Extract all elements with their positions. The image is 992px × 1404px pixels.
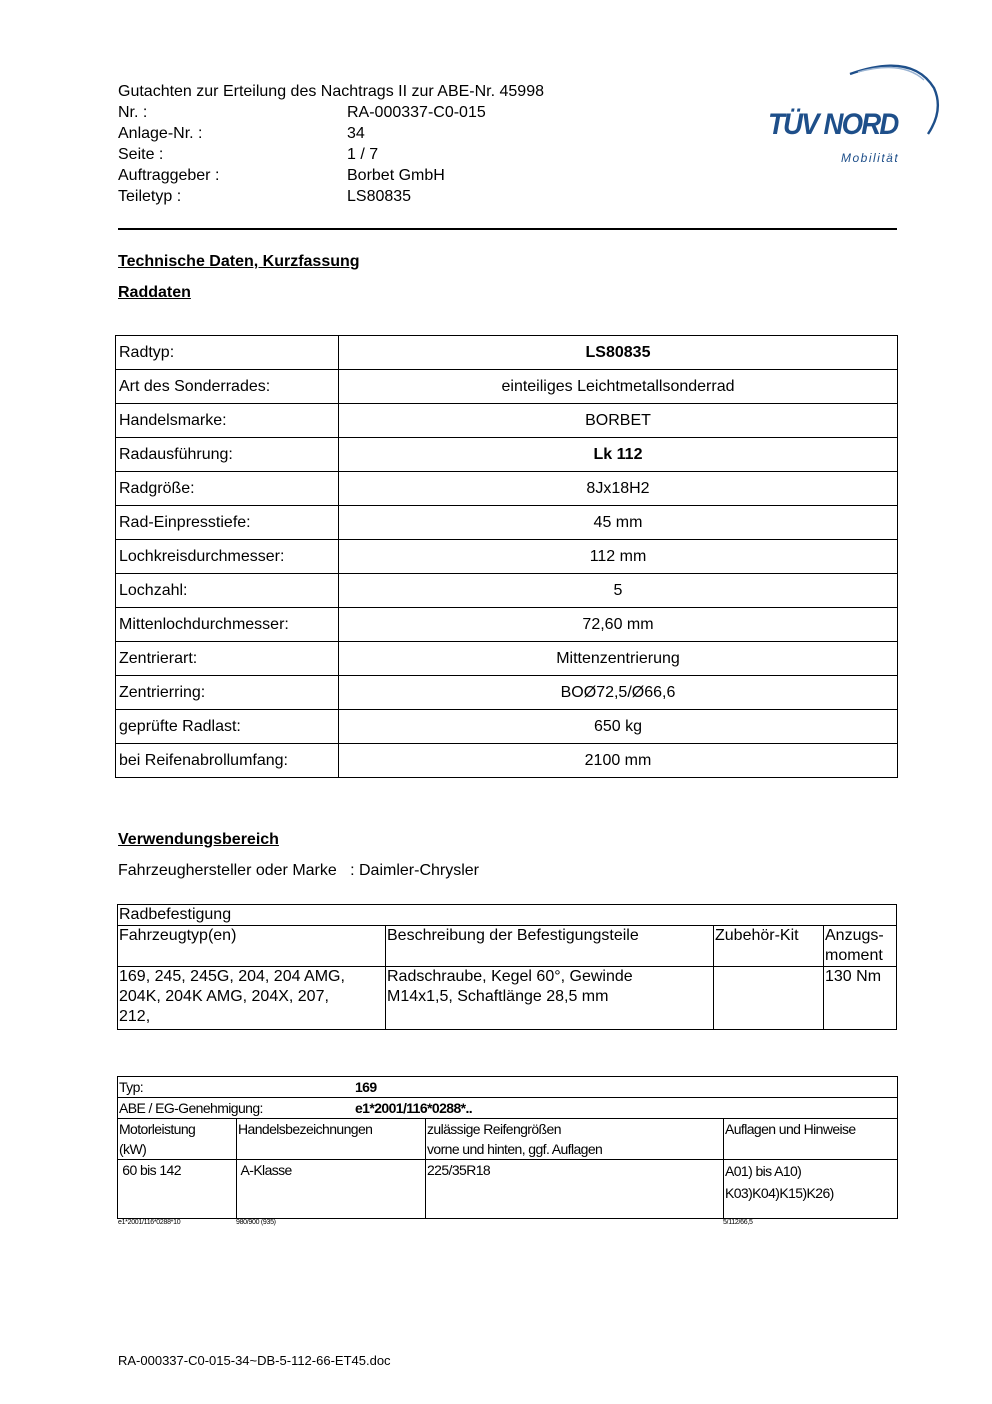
abe-value: e1*2001/116*0288*.. xyxy=(355,1100,473,1116)
footer-filename: RA-000337-C0-015-34~DB-5-112-66-ET45.doc xyxy=(118,1353,391,1368)
abe-label: ABE / EG-Genehmigung: xyxy=(119,1100,263,1116)
typ-table xyxy=(117,1076,898,1219)
raddaten-label: Zentrierart: xyxy=(116,642,339,676)
raddaten-row xyxy=(116,472,898,506)
table-header: Anzugs- moment xyxy=(824,926,897,967)
raddaten-label: Radtyp: xyxy=(116,336,339,370)
raddaten-value: 650 kg xyxy=(339,710,898,744)
table-header: Fahrzeugtyp(en) xyxy=(118,926,386,967)
hersteller-value: : Daimler-Chrysler xyxy=(350,862,480,879)
logo-wordmark: TÜV NORD xyxy=(768,108,898,141)
header-label: Auftraggeber : xyxy=(118,167,220,184)
table-header: Auflagen und Hinweise xyxy=(724,1119,898,1160)
raddaten-row xyxy=(116,676,898,710)
logo-subtitle: Mobilität xyxy=(841,151,900,165)
raddaten-value: 112 mm xyxy=(339,540,898,574)
raddaten-value: Mittenzentrierung xyxy=(339,642,898,676)
raddaten-label: Rad-Einpresstiefe: xyxy=(116,506,339,540)
heading-verwendungsbereich: Verwendungsbereich xyxy=(118,831,279,848)
raddaten-row xyxy=(116,744,898,778)
raddaten-value: 2100 mm xyxy=(339,744,898,778)
header-label: Nr. : xyxy=(118,104,148,121)
raddaten-label: Radausführung: xyxy=(116,438,339,472)
table-header: zulässige Reifengrößen vorne und hinten, ggf. Auflagen xyxy=(426,1119,724,1160)
table-header: Motorleistung (kW) xyxy=(118,1119,237,1160)
raddaten-row xyxy=(116,336,898,370)
raddaten-value: Lk 112 xyxy=(339,438,898,472)
document-header xyxy=(118,81,544,207)
abe-row xyxy=(118,1098,898,1119)
radbefestigung-table xyxy=(117,904,897,1030)
raddaten-label: Zentrierring: xyxy=(116,676,339,710)
raddaten-row xyxy=(116,608,898,642)
raddaten-row xyxy=(116,438,898,472)
header-value: 1 / 7 xyxy=(347,146,379,163)
header-value: LS80835 xyxy=(347,188,412,205)
raddaten-label: Mittenlochdurchmesser: xyxy=(116,608,339,642)
raddaten-row xyxy=(116,506,898,540)
header-row-teiletyp xyxy=(118,186,544,207)
raddaten-row xyxy=(116,574,898,608)
table-cell: 225/35R18 xyxy=(426,1160,724,1219)
raddaten-row xyxy=(116,710,898,744)
header-divider xyxy=(118,228,897,230)
typ-row xyxy=(118,1077,898,1098)
raddaten-row xyxy=(116,540,898,574)
header-value: 34 xyxy=(347,125,365,142)
header-value: Borbet GmbH xyxy=(347,167,445,184)
raddaten-value: BORBET xyxy=(339,404,898,438)
table-cell xyxy=(714,967,824,1030)
header-label: Anlage-Nr. : xyxy=(118,125,203,142)
header-label: Seite : xyxy=(118,146,164,163)
typ-value: 169 xyxy=(355,1079,377,1095)
raddaten-value: 45 mm xyxy=(339,506,898,540)
raddaten-value: BOØ72,5/Ø66,6 xyxy=(339,676,898,710)
table-cell: Radschraube, Kegel 60°, Gewinde M14x1,5, Schaftlänge 28,5 mm xyxy=(386,967,714,1030)
table-cell: 169, 245, 245G, 204, 204 AMG, 204K, 204K AMG, 204X, 207, 212, xyxy=(118,967,386,1030)
table-header: Zubehör-Kit xyxy=(714,926,824,967)
document-title: Gutachten zur Erteilung des Nachtrags II zur ABE-Nr. 45998 xyxy=(118,83,544,100)
raddaten-row xyxy=(116,404,898,438)
raddaten-row xyxy=(116,642,898,676)
raddaten-value: 72,60 mm xyxy=(339,608,898,642)
raddaten-value: LS80835 xyxy=(339,336,898,370)
table-header: Beschreibung der Befestigungsteile xyxy=(386,926,714,967)
note-abe: e1*2001/116*0288*10 xyxy=(118,1219,181,1226)
typ-label: Typ: xyxy=(119,1079,144,1095)
raddaten-label: bei Reifenabrollumfang: xyxy=(116,744,339,778)
raddaten-table xyxy=(115,335,898,778)
raddaten-label: Lochkreisdurchmesser: xyxy=(116,540,339,574)
hersteller-label: Fahrzeughersteller oder Marke xyxy=(118,862,337,879)
table-header: Handelsbezeichnungen xyxy=(237,1119,426,1160)
hersteller-line xyxy=(118,862,479,880)
raddaten-value: einteiliges Leichtmetallsonderrad xyxy=(339,370,898,404)
radbefestigung-title: Radbefestigung xyxy=(118,905,897,926)
note-gewicht: 980/900 (935) xyxy=(236,1219,276,1226)
raddaten-value: 8Jx18H2 xyxy=(339,472,898,506)
raddaten-label: Handelsmarke: xyxy=(116,404,339,438)
table-cell: 130 Nm xyxy=(824,967,897,1030)
raddaten-label: Lochzahl: xyxy=(116,574,339,608)
table-cell: A01) bis A10) K03)K04)K15)K26) xyxy=(724,1160,898,1219)
header-row-nr xyxy=(118,102,544,123)
raddaten-row xyxy=(116,370,898,404)
header-row-auftraggeber xyxy=(118,165,544,186)
raddaten-value: 5 xyxy=(339,574,898,608)
raddaten-label: Art des Sonderrades: xyxy=(116,370,339,404)
heading-raddaten: Raddaten xyxy=(118,284,191,301)
header-label: Teiletyp : xyxy=(118,188,182,205)
header-value: RA-000337-C0-015 xyxy=(347,104,486,121)
table-cell: A-Klasse xyxy=(237,1160,426,1219)
note-lochkreis: 5/112/66,5 xyxy=(723,1219,753,1226)
heading-technische-daten: Technische Daten, Kurzfassung xyxy=(118,253,360,270)
header-row-seite xyxy=(118,144,544,165)
raddaten-label: geprüfte Radlast: xyxy=(116,710,339,744)
table-cell: 60 bis 142 xyxy=(118,1160,237,1219)
header-row-anlage xyxy=(118,123,544,144)
raddaten-label: Radgröße: xyxy=(116,472,339,506)
